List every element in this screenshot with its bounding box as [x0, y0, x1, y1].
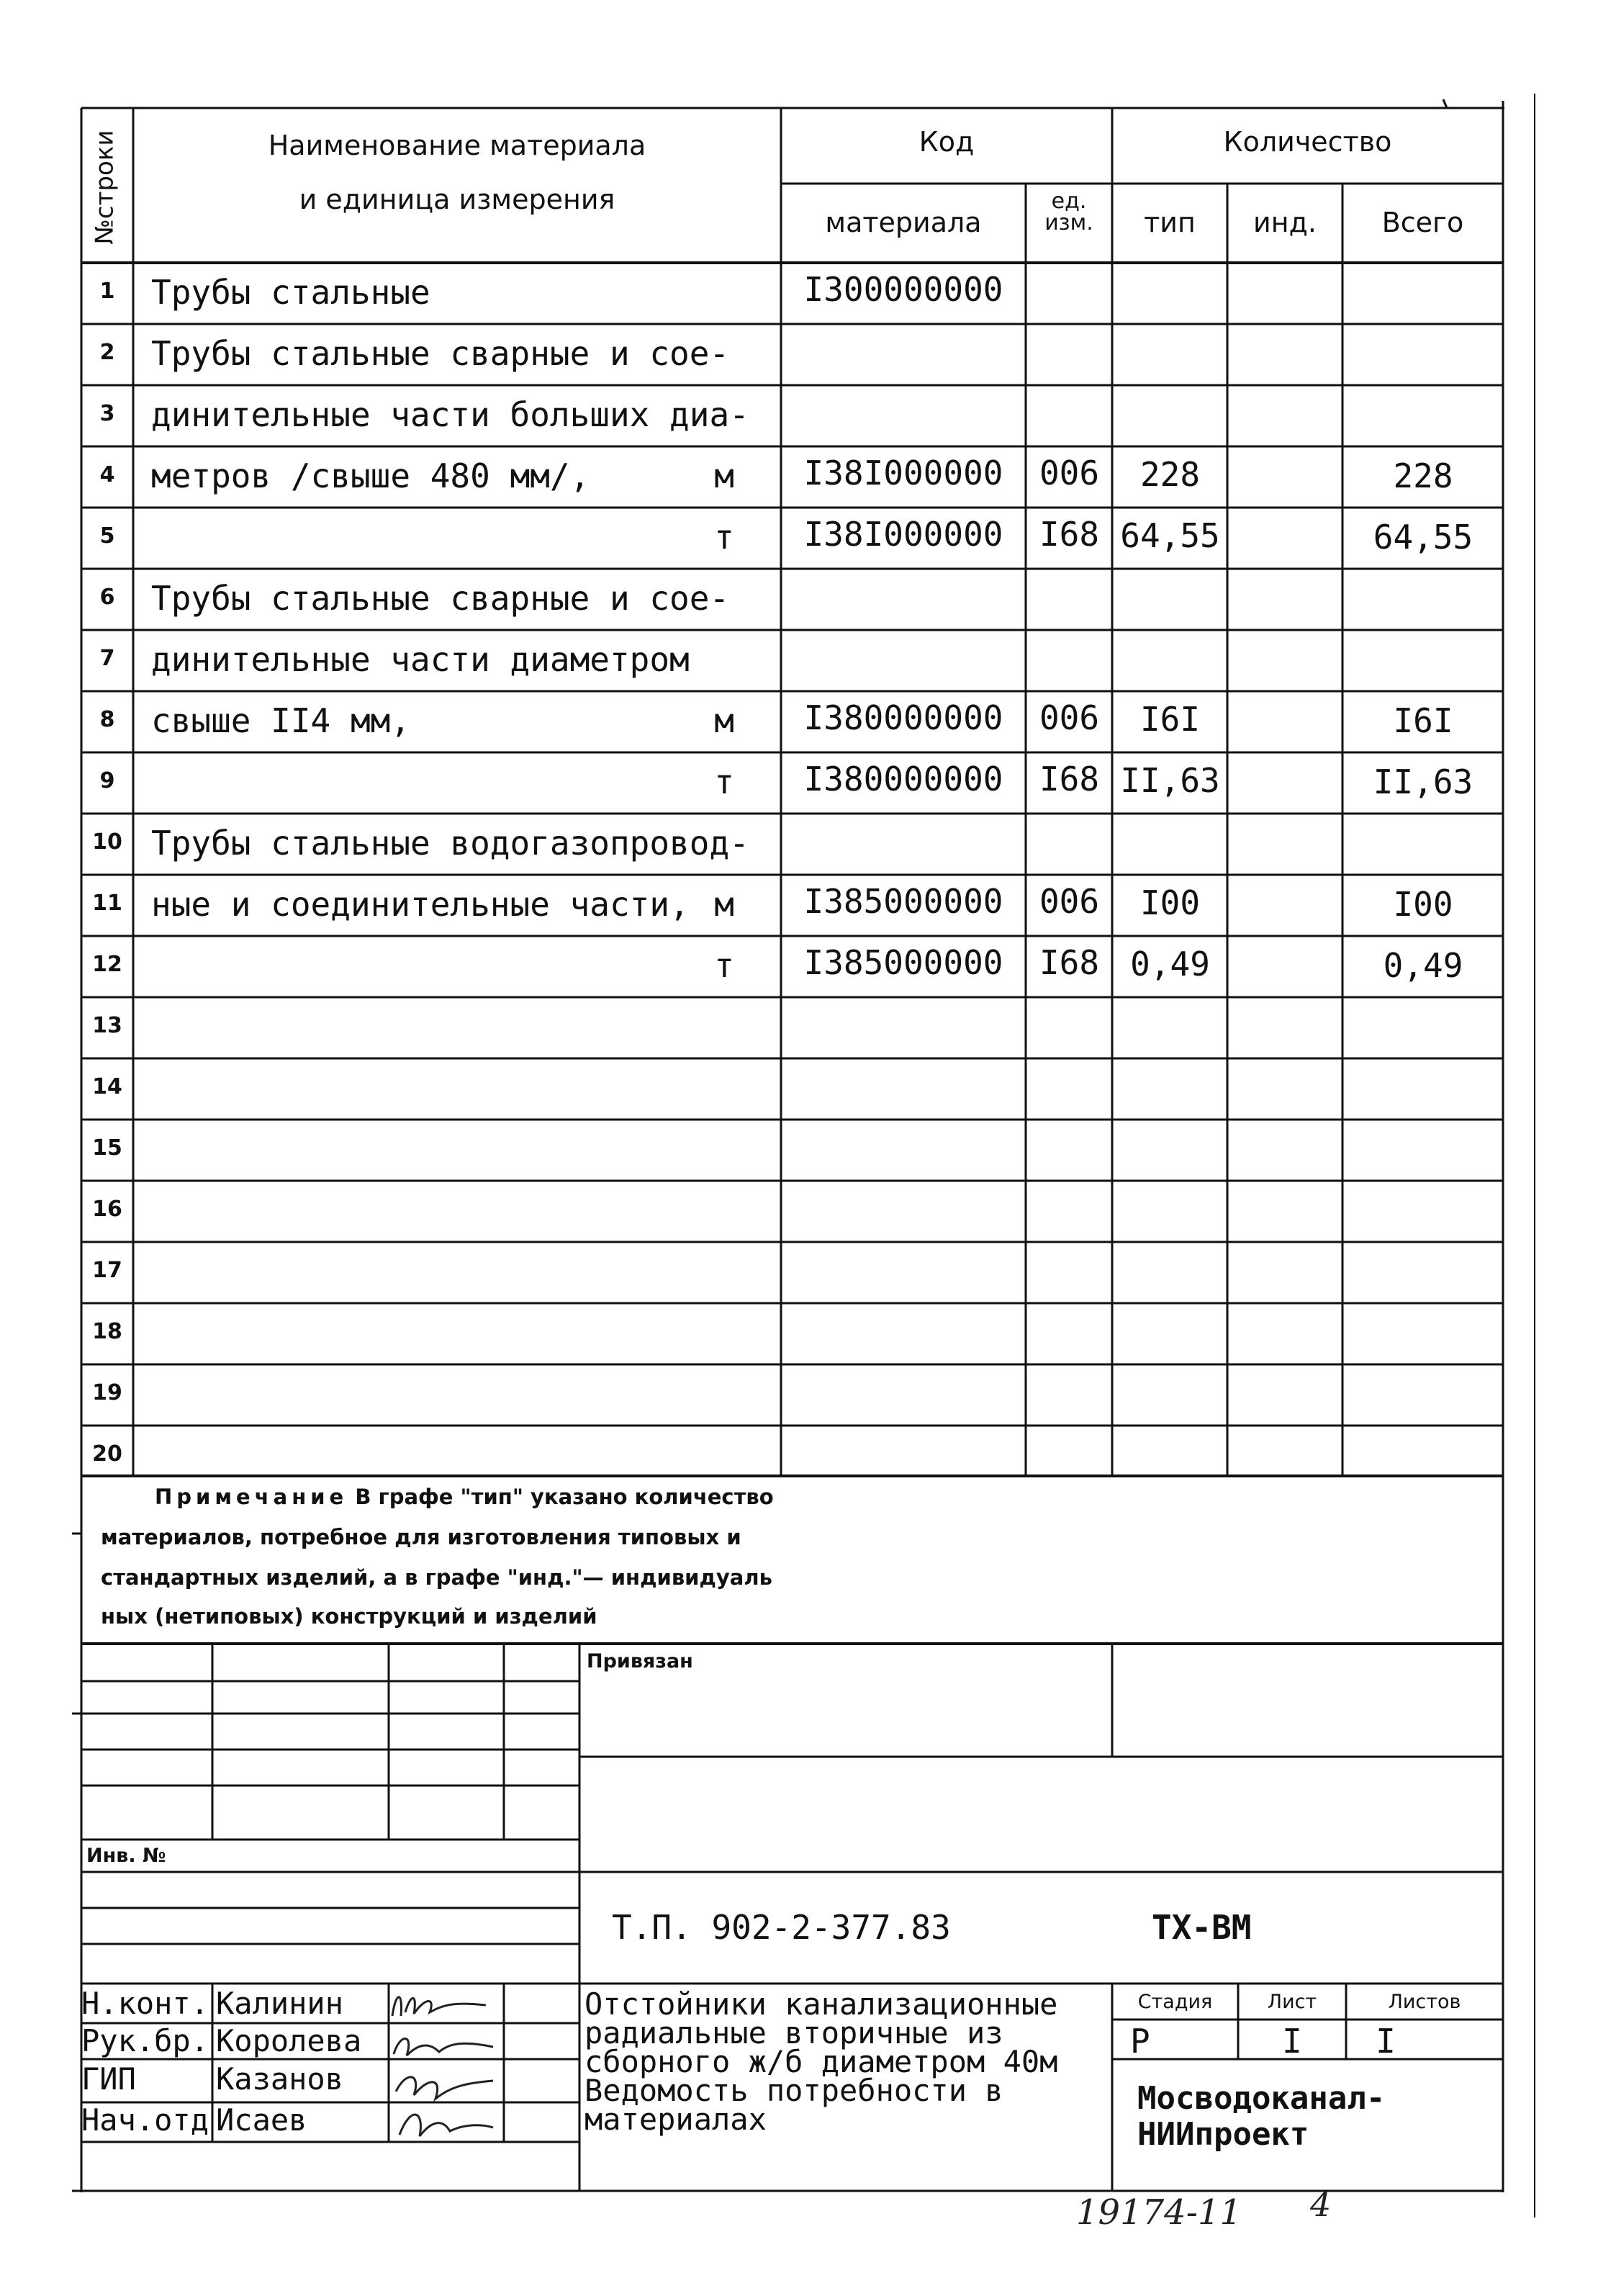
row-number: 19	[92, 1380, 122, 1405]
note-line4: ных (нетиповых) конструкций и изделий	[101, 1604, 597, 1629]
unit-code-header-line1: ед.	[1051, 189, 1087, 214]
table-row	[0, 569, 1616, 630]
name-kazanov: Казанов	[216, 2061, 344, 2097]
archive-number: 19174-11	[1076, 2192, 1242, 2233]
title-line-5: материалах	[584, 2102, 767, 2137]
row-number-label: №строки	[90, 130, 119, 245]
table-row	[0, 936, 1616, 997]
material-name: Трубы стальные	[151, 273, 430, 312]
material-name: ные и соединительные части,	[151, 885, 690, 924]
material-code-header: материала	[825, 207, 982, 238]
qty-total: I6I	[1393, 701, 1453, 740]
title-line-1: Отстойники канализационные	[584, 1986, 1058, 2022]
privyazan-label: Привязан	[587, 1650, 693, 1673]
unit: м	[714, 701, 734, 740]
project-number: Т.П. 902-2-377.83	[612, 1908, 951, 1947]
role-gip: ГИП	[81, 2061, 136, 2097]
unit-code: I68	[1039, 943, 1100, 982]
row-number: 10	[92, 829, 122, 855]
name-kalinin: Калинин	[216, 1986, 344, 2021]
qty-total: II,63	[1373, 762, 1473, 801]
code-group-header: Код	[918, 126, 975, 158]
stage-label: Стадия	[1137, 1991, 1213, 2013]
name-koroleva: Королева	[216, 2023, 362, 2058]
unit-code: 006	[1039, 698, 1100, 737]
note-line2: материалов, потребное для изготовления типовых и	[101, 1525, 741, 1549]
row-number: 1	[99, 279, 115, 304]
row-number: 11	[92, 891, 122, 916]
table-row	[0, 875, 1616, 936]
unit: т	[714, 946, 734, 985]
table-row	[0, 1426, 1616, 1487]
table-row	[0, 997, 1616, 1058]
table-row	[0, 1120, 1616, 1181]
qty-type: I00	[1139, 883, 1201, 922]
unit-code-header	[1026, 191, 1112, 234]
note-lead: Примечание	[155, 1485, 348, 1509]
row-number: 18	[92, 1319, 122, 1344]
organization-line-2: НИИпроект	[1137, 2116, 1309, 2153]
qty-type: II,63	[1120, 761, 1220, 800]
unit-code: 006	[1039, 882, 1100, 921]
table-row	[0, 691, 1616, 752]
qty-type: 228	[1139, 455, 1201, 494]
table-row	[0, 446, 1616, 508]
table-row	[0, 1058, 1616, 1120]
unit: м	[714, 456, 734, 495]
material-code: I38I000000	[803, 515, 1003, 554]
signature-koroleva	[394, 2039, 493, 2056]
material-name: динительные части диаметром	[151, 640, 690, 679]
row-number: 2	[99, 340, 115, 365]
row-number: 4	[99, 462, 115, 487]
title-line-2: радиальные вторичные из	[584, 2015, 1003, 2050]
note-text-1: В графе "тип" указано количество	[355, 1485, 774, 1509]
document-code: ТХ-ВМ	[1152, 1908, 1252, 1947]
material-code: I38I000000	[803, 454, 1003, 492]
table-row	[0, 1242, 1616, 1303]
organization-line-1: Мосводоканал-	[1137, 2080, 1386, 2117]
row-number: 7	[99, 646, 115, 671]
material-code: I300000000	[803, 270, 1003, 309]
row-number: 13	[92, 1013, 122, 1038]
sheets-label: Листов	[1388, 1991, 1461, 2013]
sheets-value: I	[1376, 2022, 1396, 2061]
signature-kalinin	[392, 1997, 486, 2016]
table-row	[0, 385, 1616, 446]
material-name: свыше II4 мм,	[151, 701, 411, 740]
qty-type: I6I	[1139, 700, 1201, 739]
title-line-4: Ведомость потребности в	[584, 2073, 1003, 2108]
row-number: 12	[92, 952, 122, 977]
table-row	[0, 1364, 1616, 1426]
note-line1	[155, 1485, 774, 1509]
qty-type: 64,55	[1120, 516, 1220, 555]
name-header-line2: и единица измерения	[299, 184, 615, 215]
unit: т	[714, 762, 734, 801]
quantity-group-header: Количество	[1223, 126, 1392, 158]
type-qty-header: тип	[1144, 207, 1196, 238]
name-isaev: Исаев	[216, 2102, 307, 2138]
page-number: 4	[1310, 2185, 1332, 2224]
sheet-label: Лист	[1267, 1991, 1317, 2013]
organization	[1137, 2081, 1385, 2153]
unit: м	[714, 885, 734, 924]
table-row	[0, 263, 1616, 324]
qty-total: 64,55	[1373, 518, 1473, 557]
unit-code: I68	[1039, 760, 1100, 798]
title-line-3: сборного ж/б диаметром 40м	[584, 2044, 1058, 2079]
material-code: I380000000	[803, 698, 1003, 737]
table-row	[0, 508, 1616, 569]
material-name: Трубы стальные сварные и сое-	[151, 579, 730, 618]
material-name: Трубы стальные сварные и сое-	[151, 334, 730, 373]
row-number: 9	[99, 768, 115, 793]
material-name: динительные части больших диа-	[151, 395, 749, 434]
row-number: 17	[92, 1258, 122, 1283]
unit-code-header-line2: изм.	[1044, 210, 1093, 235]
unit-code: I68	[1039, 515, 1100, 554]
sheet-value: I	[1282, 2022, 1302, 2061]
signature-kazanov	[396, 2077, 493, 2099]
qty-type: 0,49	[1130, 945, 1210, 983]
role-ruk-br: Рук.бр.	[81, 2023, 209, 2058]
material-code: I385000000	[803, 943, 1003, 982]
table-row	[0, 324, 1616, 385]
document-title	[584, 1986, 1058, 2137]
row-number: 16	[92, 1197, 122, 1222]
row-number: 20	[92, 1441, 122, 1467]
material-code: I385000000	[803, 882, 1003, 921]
row-number: 6	[99, 585, 115, 610]
signatures	[385, 1984, 515, 2146]
inventory-number-label: Инв. №	[86, 1845, 166, 1867]
material-name: метров /свыше 480 мм/,	[151, 456, 590, 495]
table-row	[0, 1303, 1616, 1364]
qty-total: 228	[1393, 456, 1453, 495]
row-number: 3	[99, 401, 115, 426]
role-n-kont: Н.конт.	[81, 1986, 209, 2021]
row-number: 8	[99, 707, 115, 732]
row-number: 14	[92, 1074, 122, 1099]
table-row	[0, 630, 1616, 691]
role-nach-otd: Нач.отд	[81, 2102, 209, 2138]
unit: т	[714, 518, 734, 557]
row-number: 15	[92, 1135, 122, 1161]
note-line3: стандартных изделий, а в графе "инд."— индивидуаль	[101, 1565, 772, 1590]
material-code: I380000000	[803, 760, 1003, 798]
qty-total: I00	[1393, 885, 1453, 924]
unit-code: 006	[1039, 454, 1100, 492]
name-header-line1: Наименование материала	[268, 130, 646, 161]
individual-qty-header: инд.	[1253, 207, 1317, 238]
row-number: 5	[99, 523, 115, 549]
stage-value: Р	[1130, 2022, 1150, 2061]
signature-isaev	[400, 2115, 493, 2136]
material-name: Трубы стальные водогазопровод-	[151, 824, 749, 863]
table-row	[0, 752, 1616, 814]
total-qty-header: Всего	[1381, 207, 1464, 238]
table-row	[0, 814, 1616, 875]
table-row	[0, 1181, 1616, 1242]
qty-total: 0,49	[1383, 946, 1463, 985]
